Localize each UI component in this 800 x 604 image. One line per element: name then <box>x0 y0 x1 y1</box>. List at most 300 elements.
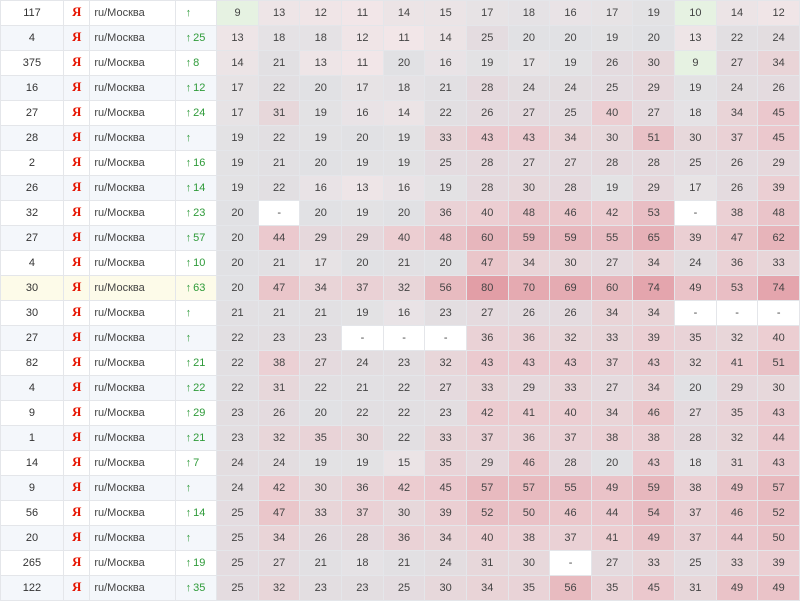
position-cell[interactable]: 16 <box>300 176 342 201</box>
position-cell[interactable]: 36 <box>342 476 384 501</box>
position-cell[interactable]: 23 <box>342 576 384 601</box>
position-cell[interactable]: 17 <box>508 51 550 76</box>
position-cell[interactable]: 38 <box>258 351 300 376</box>
position-cell[interactable]: 9 <box>675 51 717 76</box>
position-cell[interactable]: 26 <box>508 301 550 326</box>
position-cell[interactable]: 16 <box>383 176 425 201</box>
position-cell[interactable]: 17 <box>342 76 384 101</box>
position-cell[interactable]: 20 <box>508 26 550 51</box>
position-cell[interactable]: 60 <box>591 276 633 301</box>
position-cell[interactable]: 37 <box>550 526 592 551</box>
position-cell[interactable]: 39 <box>758 176 800 201</box>
position-cell[interactable]: 46 <box>716 501 758 526</box>
position-cell[interactable]: 18 <box>258 26 300 51</box>
position-cell[interactable]: 59 <box>633 476 675 501</box>
position-cell[interactable]: 20 <box>591 451 633 476</box>
table-row[interactable] <box>1 526 800 551</box>
position-cell[interactable]: 11 <box>342 51 384 76</box>
position-cell[interactable]: 20 <box>300 76 342 101</box>
position-cell[interactable]: 56 <box>425 276 467 301</box>
position-cell[interactable]: 47 <box>466 251 508 276</box>
position-cell[interactable]: 26 <box>716 176 758 201</box>
position-cell[interactable]: 32 <box>425 351 467 376</box>
position-cell[interactable]: 21 <box>425 76 467 101</box>
position-cell[interactable]: 20 <box>300 201 342 226</box>
position-cell[interactable]: 33 <box>425 426 467 451</box>
table-row[interactable] <box>1 351 800 376</box>
table-row[interactable] <box>1 576 800 601</box>
position-cell[interactable]: 80 <box>466 276 508 301</box>
position-cell[interactable]: 20 <box>675 376 717 401</box>
position-cell[interactable]: 47 <box>716 226 758 251</box>
position-cell[interactable]: 19 <box>342 451 384 476</box>
position-cell[interactable]: 38 <box>675 476 717 501</box>
position-cell[interactable]: 19 <box>342 151 384 176</box>
position-cell[interactable]: 20 <box>300 151 342 176</box>
position-cell[interactable]: 17 <box>675 176 717 201</box>
position-cell[interactable]: 27 <box>591 376 633 401</box>
position-cell[interactable]: 20 <box>342 126 384 151</box>
position-cell[interactable]: 19 <box>300 451 342 476</box>
position-cell[interactable]: 14 <box>425 26 467 51</box>
position-cell[interactable]: 49 <box>633 526 675 551</box>
position-cell[interactable]: 30 <box>425 576 467 601</box>
position-cell[interactable]: 55 <box>550 476 592 501</box>
position-cell[interactable]: 34 <box>633 301 675 326</box>
position-cell[interactable]: 59 <box>508 226 550 251</box>
position-cell[interactable]: 20 <box>550 26 592 51</box>
position-cell[interactable]: 35 <box>300 426 342 451</box>
position-cell[interactable]: 49 <box>758 576 800 601</box>
position-cell[interactable]: 27 <box>633 101 675 126</box>
position-cell[interactable]: 40 <box>466 526 508 551</box>
table-row[interactable] <box>1 451 800 476</box>
position-cell[interactable]: 31 <box>466 551 508 576</box>
position-cell[interactable]: 74 <box>758 276 800 301</box>
position-cell[interactable]: 30 <box>675 126 717 151</box>
position-cell[interactable]: 43 <box>466 351 508 376</box>
position-cell[interactable]: 44 <box>591 501 633 526</box>
position-cell[interactable]: 30 <box>550 251 592 276</box>
position-cell[interactable]: 21 <box>383 551 425 576</box>
position-cell[interactable]: 52 <box>758 501 800 526</box>
position-cell[interactable]: 30 <box>758 376 800 401</box>
position-cell[interactable]: - <box>258 201 300 226</box>
table-row[interactable] <box>1 151 800 176</box>
position-cell[interactable]: 25 <box>591 76 633 101</box>
position-cell[interactable]: 17 <box>466 1 508 26</box>
position-cell[interactable]: 19 <box>342 301 384 326</box>
position-cell[interactable]: 44 <box>758 426 800 451</box>
position-cell[interactable]: 28 <box>633 151 675 176</box>
position-cell[interactable]: 29 <box>342 226 384 251</box>
position-cell[interactable]: 49 <box>716 476 758 501</box>
position-cell[interactable]: 28 <box>342 526 384 551</box>
position-cell[interactable]: 23 <box>217 426 259 451</box>
position-cell[interactable]: 29 <box>758 151 800 176</box>
position-cell[interactable]: 31 <box>258 101 300 126</box>
position-cell[interactable]: 33 <box>591 326 633 351</box>
position-cell[interactable]: 43 <box>550 351 592 376</box>
position-cell[interactable]: 10 <box>675 1 717 26</box>
position-cell[interactable]: 30 <box>591 126 633 151</box>
position-cell[interactable]: 27 <box>591 251 633 276</box>
position-cell[interactable]: 37 <box>466 426 508 451</box>
position-cell[interactable]: 25 <box>466 26 508 51</box>
position-cell[interactable]: 25 <box>425 151 467 176</box>
position-cell[interactable]: 20 <box>342 251 384 276</box>
position-cell[interactable]: 17 <box>217 76 259 101</box>
position-cell[interactable]: 36 <box>508 426 550 451</box>
position-cell[interactable]: 17 <box>300 251 342 276</box>
position-cell[interactable]: 35 <box>716 401 758 426</box>
position-cell[interactable]: 39 <box>675 226 717 251</box>
position-cell[interactable]: 16 <box>425 51 467 76</box>
position-cell[interactable]: 29 <box>716 376 758 401</box>
position-cell[interactable]: 33 <box>716 551 758 576</box>
position-cell[interactable]: 53 <box>633 201 675 226</box>
position-cell[interactable]: 36 <box>425 201 467 226</box>
position-cell[interactable]: 31 <box>675 576 717 601</box>
position-cell[interactable]: 24 <box>425 551 467 576</box>
position-cell[interactable]: 13 <box>300 51 342 76</box>
position-cell[interactable]: 39 <box>758 551 800 576</box>
position-cell[interactable]: 24 <box>217 451 259 476</box>
position-cell[interactable]: 20 <box>633 26 675 51</box>
table-row[interactable] <box>1 476 800 501</box>
position-cell[interactable]: 40 <box>466 201 508 226</box>
position-cell[interactable]: 17 <box>217 101 259 126</box>
position-cell[interactable]: 53 <box>716 276 758 301</box>
position-cell[interactable]: 22 <box>716 26 758 51</box>
position-cell[interactable]: 37 <box>591 351 633 376</box>
position-cell[interactable]: 38 <box>508 526 550 551</box>
position-cell[interactable]: 50 <box>508 501 550 526</box>
position-cell[interactable]: 19 <box>300 101 342 126</box>
position-cell[interactable]: 43 <box>508 126 550 151</box>
position-cell[interactable]: 56 <box>550 576 592 601</box>
position-cell[interactable]: - <box>383 326 425 351</box>
position-cell[interactable]: 46 <box>508 451 550 476</box>
table-row[interactable] <box>1 226 800 251</box>
position-cell[interactable]: 37 <box>342 276 384 301</box>
position-cell[interactable]: 26 <box>591 51 633 76</box>
position-cell[interactable]: 37 <box>342 501 384 526</box>
position-cell[interactable]: 49 <box>716 576 758 601</box>
position-cell[interactable]: 32 <box>675 351 717 376</box>
position-cell[interactable]: 33 <box>300 501 342 526</box>
position-cell[interactable]: 35 <box>508 576 550 601</box>
position-cell[interactable]: 30 <box>508 551 550 576</box>
position-cell[interactable]: 32 <box>716 426 758 451</box>
position-cell[interactable]: 65 <box>633 226 675 251</box>
table-row[interactable] <box>1 201 800 226</box>
position-cell[interactable]: 19 <box>675 76 717 101</box>
position-cell[interactable]: 21 <box>258 151 300 176</box>
table-row[interactable] <box>1 26 800 51</box>
position-cell[interactable]: 22 <box>217 351 259 376</box>
position-cell[interactable]: 23 <box>300 576 342 601</box>
position-cell[interactable]: 16 <box>383 301 425 326</box>
position-cell[interactable]: 26 <box>300 526 342 551</box>
position-cell[interactable]: 31 <box>716 451 758 476</box>
position-cell[interactable]: 39 <box>425 501 467 526</box>
position-cell[interactable]: 45 <box>758 101 800 126</box>
position-cell[interactable]: 15 <box>425 1 467 26</box>
position-cell[interactable]: 24 <box>508 76 550 101</box>
table-row[interactable] <box>1 51 800 76</box>
position-cell[interactable]: 37 <box>675 526 717 551</box>
position-cell[interactable]: 22 <box>383 401 425 426</box>
position-cell[interactable]: 28 <box>591 151 633 176</box>
position-cell[interactable]: 35 <box>675 326 717 351</box>
position-cell[interactable]: 29 <box>508 376 550 401</box>
table-row[interactable] <box>1 426 800 451</box>
position-cell[interactable]: 12 <box>758 1 800 26</box>
position-cell[interactable]: 55 <box>591 226 633 251</box>
table-row[interactable] <box>1 251 800 276</box>
position-cell[interactable]: 21 <box>300 301 342 326</box>
position-cell[interactable]: - <box>550 551 592 576</box>
position-cell[interactable]: 22 <box>258 76 300 101</box>
position-cell[interactable]: 19 <box>217 151 259 176</box>
position-cell[interactable]: 40 <box>383 226 425 251</box>
position-cell[interactable]: 19 <box>300 126 342 151</box>
position-cell[interactable]: 20 <box>217 251 259 276</box>
position-cell[interactable]: 25 <box>383 576 425 601</box>
position-cell[interactable]: 14 <box>217 51 259 76</box>
position-cell[interactable]: 34 <box>716 101 758 126</box>
position-cell[interactable]: 46 <box>550 201 592 226</box>
position-cell[interactable]: 25 <box>675 151 717 176</box>
position-cell[interactable]: 15 <box>383 451 425 476</box>
position-cell[interactable]: 34 <box>591 401 633 426</box>
position-cell[interactable]: 23 <box>425 401 467 426</box>
position-cell[interactable]: 19 <box>550 51 592 76</box>
table-row[interactable] <box>1 276 800 301</box>
position-cell[interactable]: 34 <box>633 376 675 401</box>
position-cell[interactable]: 28 <box>675 426 717 451</box>
table-row[interactable] <box>1 551 800 576</box>
position-cell[interactable]: 11 <box>342 1 384 26</box>
position-cell[interactable]: 44 <box>258 226 300 251</box>
position-cell[interactable]: 22 <box>342 401 384 426</box>
position-cell[interactable]: 43 <box>633 451 675 476</box>
position-cell[interactable]: 48 <box>425 226 467 251</box>
position-cell[interactable]: 40 <box>550 401 592 426</box>
position-cell[interactable]: 60 <box>466 226 508 251</box>
position-cell[interactable]: 48 <box>758 201 800 226</box>
position-cell[interactable]: 74 <box>633 276 675 301</box>
position-cell[interactable]: 22 <box>383 376 425 401</box>
position-cell[interactable]: 19 <box>591 26 633 51</box>
position-cell[interactable]: 33 <box>550 376 592 401</box>
position-cell[interactable]: 37 <box>716 126 758 151</box>
position-cell[interactable]: 12 <box>342 26 384 51</box>
position-cell[interactable]: 33 <box>466 376 508 401</box>
position-cell[interactable]: 20 <box>217 276 259 301</box>
position-cell[interactable]: 13 <box>258 1 300 26</box>
position-cell[interactable]: 38 <box>716 201 758 226</box>
position-cell[interactable]: 18 <box>508 1 550 26</box>
position-cell[interactable]: 28 <box>466 151 508 176</box>
position-cell[interactable]: 44 <box>716 526 758 551</box>
position-cell[interactable]: 30 <box>383 501 425 526</box>
position-cell[interactable]: 20 <box>217 201 259 226</box>
position-cell[interactable]: 34 <box>633 251 675 276</box>
position-cell[interactable]: 22 <box>217 376 259 401</box>
position-cell[interactable]: 29 <box>466 451 508 476</box>
position-cell[interactable]: 28 <box>550 176 592 201</box>
position-cell[interactable]: 19 <box>217 126 259 151</box>
position-cell[interactable]: 34 <box>508 251 550 276</box>
position-cell[interactable]: 20 <box>217 226 259 251</box>
position-cell[interactable]: 54 <box>633 501 675 526</box>
position-cell[interactable]: - <box>675 201 717 226</box>
position-cell[interactable]: 25 <box>217 551 259 576</box>
position-cell[interactable]: 19 <box>383 126 425 151</box>
position-cell[interactable]: 42 <box>258 476 300 501</box>
position-cell[interactable]: 14 <box>383 101 425 126</box>
position-cell[interactable]: 19 <box>217 176 259 201</box>
position-cell[interactable]: 14 <box>716 1 758 26</box>
table-row[interactable] <box>1 176 800 201</box>
position-cell[interactable]: 48 <box>508 201 550 226</box>
position-cell[interactable]: 52 <box>466 501 508 526</box>
position-cell[interactable]: - <box>425 326 467 351</box>
position-cell[interactable]: 21 <box>342 376 384 401</box>
position-cell[interactable]: 37 <box>675 501 717 526</box>
position-cell[interactable]: 24 <box>550 76 592 101</box>
position-cell[interactable]: 27 <box>258 551 300 576</box>
position-cell[interactable]: 36 <box>716 251 758 276</box>
position-cell[interactable]: 24 <box>258 451 300 476</box>
position-cell[interactable]: 24 <box>758 26 800 51</box>
position-cell[interactable]: 24 <box>675 251 717 276</box>
position-cell[interactable]: 26 <box>550 301 592 326</box>
position-cell[interactable]: 22 <box>258 176 300 201</box>
position-cell[interactable]: 23 <box>258 326 300 351</box>
position-cell[interactable]: 33 <box>425 126 467 151</box>
position-cell[interactable]: 51 <box>758 351 800 376</box>
position-cell[interactable]: 14 <box>383 1 425 26</box>
position-cell[interactable]: 19 <box>466 51 508 76</box>
table-row[interactable] <box>1 376 800 401</box>
position-cell[interactable]: 27 <box>675 401 717 426</box>
position-cell[interactable]: 45 <box>758 126 800 151</box>
position-cell[interactable]: 36 <box>466 326 508 351</box>
position-cell[interactable]: 27 <box>550 151 592 176</box>
position-cell[interactable]: 47 <box>258 276 300 301</box>
position-cell[interactable]: 34 <box>550 126 592 151</box>
position-cell[interactable]: 16 <box>550 1 592 26</box>
position-cell[interactable]: 43 <box>466 126 508 151</box>
position-cell[interactable]: 26 <box>258 401 300 426</box>
table-row[interactable] <box>1 301 800 326</box>
position-cell[interactable]: 28 <box>466 176 508 201</box>
position-cell[interactable]: 49 <box>591 476 633 501</box>
position-cell[interactable]: 43 <box>633 351 675 376</box>
position-cell[interactable]: 22 <box>383 426 425 451</box>
position-cell[interactable]: 30 <box>300 476 342 501</box>
position-cell[interactable]: 47 <box>258 501 300 526</box>
position-cell[interactable]: 29 <box>633 76 675 101</box>
position-cell[interactable]: 32 <box>383 276 425 301</box>
position-cell[interactable]: 25 <box>550 101 592 126</box>
position-cell[interactable]: 27 <box>508 101 550 126</box>
position-cell[interactable]: 24 <box>342 351 384 376</box>
position-cell[interactable]: 21 <box>258 251 300 276</box>
position-cell[interactable]: 41 <box>716 351 758 376</box>
position-cell[interactable]: 33 <box>758 251 800 276</box>
position-cell[interactable]: 27 <box>591 551 633 576</box>
position-cell[interactable]: 26 <box>716 151 758 176</box>
position-cell[interactable]: 49 <box>675 276 717 301</box>
position-cell[interactable]: 46 <box>633 401 675 426</box>
position-cell[interactable]: 33 <box>633 551 675 576</box>
position-cell[interactable]: 34 <box>300 276 342 301</box>
position-cell[interactable]: 27 <box>300 351 342 376</box>
position-cell[interactable]: - <box>716 301 758 326</box>
position-cell[interactable]: 46 <box>550 501 592 526</box>
position-cell[interactable]: 42 <box>466 401 508 426</box>
position-cell[interactable]: 35 <box>591 576 633 601</box>
position-cell[interactable]: 23 <box>425 301 467 326</box>
position-cell[interactable]: 13 <box>217 26 259 51</box>
position-cell[interactable]: 17 <box>591 1 633 26</box>
position-cell[interactable]: 27 <box>466 301 508 326</box>
position-cell[interactable]: 25 <box>217 526 259 551</box>
position-cell[interactable]: 57 <box>466 476 508 501</box>
position-cell[interactable]: 32 <box>258 426 300 451</box>
position-cell[interactable]: 34 <box>591 301 633 326</box>
position-cell[interactable]: 32 <box>716 326 758 351</box>
position-cell[interactable]: 38 <box>591 426 633 451</box>
position-cell[interactable]: 19 <box>383 151 425 176</box>
table-row[interactable] <box>1 501 800 526</box>
position-cell[interactable]: 20 <box>383 201 425 226</box>
position-cell[interactable]: 22 <box>300 376 342 401</box>
position-cell[interactable]: 45 <box>633 576 675 601</box>
position-cell[interactable]: - <box>675 301 717 326</box>
table-row[interactable] <box>1 326 800 351</box>
position-cell[interactable]: 50 <box>758 526 800 551</box>
position-cell[interactable]: 26 <box>466 101 508 126</box>
table-row[interactable] <box>1 1 800 26</box>
position-cell[interactable]: 16 <box>342 101 384 126</box>
position-cell[interactable]: 27 <box>425 376 467 401</box>
position-cell[interactable]: 18 <box>675 101 717 126</box>
table-row[interactable] <box>1 126 800 151</box>
position-cell[interactable]: 69 <box>550 276 592 301</box>
position-cell[interactable]: 30 <box>508 176 550 201</box>
table-row[interactable] <box>1 101 800 126</box>
position-cell[interactable]: 39 <box>633 326 675 351</box>
position-cell[interactable]: 23 <box>217 401 259 426</box>
position-cell[interactable]: 34 <box>466 576 508 601</box>
position-cell[interactable]: 29 <box>633 176 675 201</box>
position-cell[interactable]: 22 <box>425 101 467 126</box>
position-cell[interactable]: 22 <box>258 126 300 151</box>
position-cell[interactable]: 32 <box>258 576 300 601</box>
position-cell[interactable]: 20 <box>300 401 342 426</box>
position-cell[interactable]: 19 <box>342 201 384 226</box>
position-cell[interactable]: 43 <box>508 351 550 376</box>
position-cell[interactable]: 20 <box>383 51 425 76</box>
position-cell[interactable]: 13 <box>342 176 384 201</box>
position-cell[interactable]: 18 <box>383 76 425 101</box>
position-cell[interactable]: 45 <box>425 476 467 501</box>
